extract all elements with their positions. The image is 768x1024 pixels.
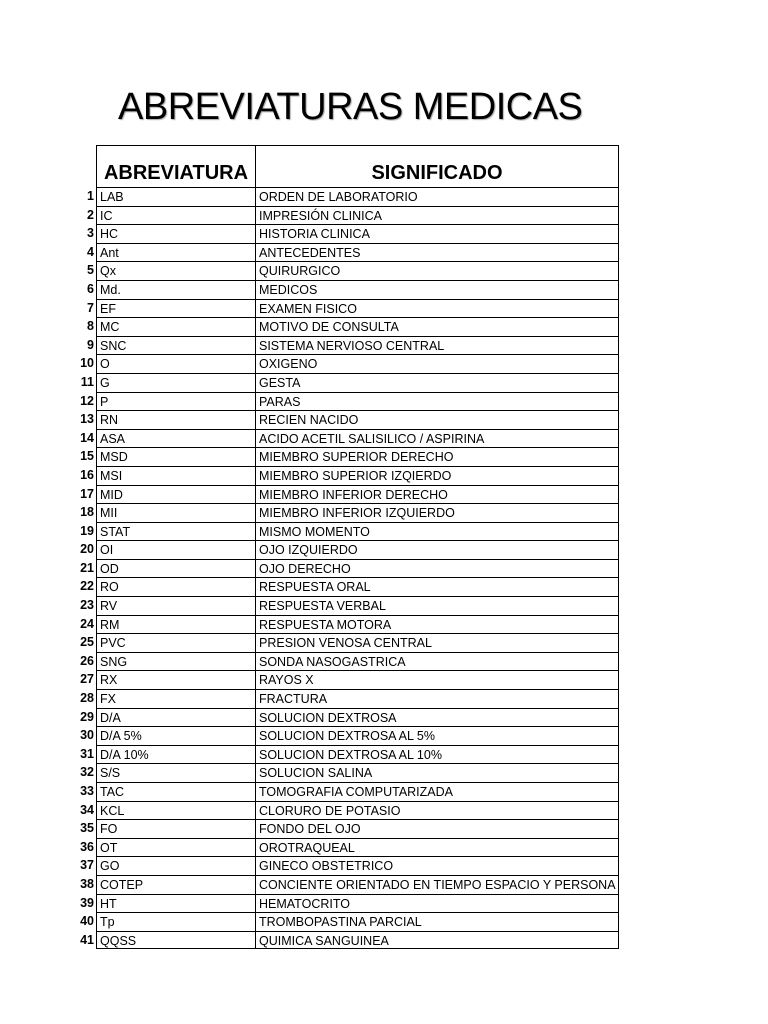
abbreviation-cell: RV (96, 596, 255, 615)
table-row (63, 354, 619, 373)
abbreviation-cell: Md. (96, 280, 255, 299)
table-row (63, 317, 619, 336)
row-number: 3 (87, 226, 94, 241)
table-row (63, 485, 619, 504)
table-row (63, 299, 619, 318)
abbreviation-cell: EF (96, 299, 255, 318)
abbreviation-cell: D/A 10% (96, 745, 255, 764)
meaning-cell: ORDEN DE LABORATORIO (255, 187, 619, 206)
meaning-cell: PARAS (255, 392, 619, 411)
abbreviation-cell: KCL (96, 801, 255, 820)
table-row (63, 336, 619, 355)
row-number: 10 (80, 356, 94, 371)
abbreviation-cell: TAC (96, 782, 255, 801)
abbreviation-cell: OT (96, 838, 255, 857)
abbreviation-cell: HT (96, 894, 255, 913)
row-number: 36 (80, 839, 94, 854)
table-row (63, 261, 619, 280)
table-row (63, 224, 619, 243)
meaning-cell: SOLUCION DEXTROSA (255, 708, 619, 727)
meaning-cell: RESPUESTA ORAL (255, 577, 619, 596)
meaning-cell: RAYOS X (255, 670, 619, 689)
row-number: 16 (80, 467, 94, 482)
abbreviation-cell: OI (96, 540, 255, 559)
abbreviation-cell: MSI (96, 466, 255, 485)
meaning-cell: CONCIENTE ORIENTADO EN TIEMPO ESPACIO Y PERSONA (255, 875, 619, 894)
table-row (63, 392, 619, 411)
meaning-cell: RECIEN NACIDO (255, 410, 619, 429)
header-meaning: SIGNIFICADO (371, 162, 503, 184)
meaning-cell: SISTEMA NERVIOSO CENTRAL (255, 336, 619, 355)
row-number: 17 (80, 486, 94, 501)
table-row (63, 373, 619, 392)
abbreviation-cell: ASA (96, 429, 255, 448)
row-number: 24 (80, 616, 94, 631)
table-row (63, 447, 619, 466)
row-number: 15 (80, 449, 94, 464)
meaning-cell: PRESION VENOSA CENTRAL (255, 633, 619, 652)
abbreviation-cell: MII (96, 503, 255, 522)
table-row (63, 503, 619, 522)
meaning-cell: OJO IZQUIERDO (255, 540, 619, 559)
table-row (63, 763, 619, 782)
row-number: 5 (87, 263, 94, 278)
abbreviation-cell: RM (96, 615, 255, 634)
abbreviation-cell: G (96, 373, 255, 392)
row-number: 9 (87, 337, 94, 352)
meaning-cell: RESPUESTA VERBAL (255, 596, 619, 615)
abbreviation-cell: RN (96, 410, 255, 429)
meaning-cell: RESPUESTA MOTORA (255, 615, 619, 634)
meaning-cell: QUIRURGICO (255, 261, 619, 280)
row-number: 12 (80, 393, 94, 408)
abbreviations-table (63, 187, 619, 949)
abbreviation-cell: FO (96, 819, 255, 838)
meaning-cell: MIEMBRO INFERIOR IZQUIERDO (255, 503, 619, 522)
row-number: 41 (80, 932, 94, 947)
row-number: 38 (80, 876, 94, 891)
meaning-cell: MIEMBRO SUPERIOR IZQIERDO (255, 466, 619, 485)
table-row (63, 708, 619, 727)
abbreviation-cell: Qx (96, 261, 255, 280)
table-row (63, 559, 619, 578)
meaning-cell: ANTECEDENTES (255, 243, 619, 262)
meaning-cell: IMPRESIÓN CLINICA (255, 206, 619, 225)
row-number: 18 (80, 505, 94, 520)
meaning-cell: FRACTURA (255, 689, 619, 708)
row-number: 7 (87, 300, 94, 315)
row-number: 33 (80, 784, 94, 798)
meaning-cell: HEMATOCRITO (255, 894, 619, 913)
table-row (63, 856, 619, 875)
abbreviation-cell: MID (96, 485, 255, 504)
table-row (63, 410, 619, 429)
table-row (63, 615, 619, 634)
table-row (63, 819, 619, 838)
table-row (63, 243, 619, 262)
row-number: 11 (80, 374, 94, 389)
meaning-cell: CLORURO DE POTASIO (255, 801, 619, 820)
meaning-cell: GINECO OBSTETRICO (255, 856, 619, 875)
meaning-cell: MIEMBRO INFERIOR DERECHO (255, 485, 619, 504)
meaning-cell: OROTRAQUEAL (255, 838, 619, 857)
row-number: 34 (80, 802, 94, 817)
meaning-cell: QUIMICA SANGUINEA (255, 931, 619, 950)
meaning-cell: TOMOGRAFIA COMPUTARIZADA (255, 782, 619, 801)
meaning-cell: MEDICOS (255, 280, 619, 299)
abbreviation-cell: Tp (96, 912, 255, 931)
row-number: 23 (80, 598, 94, 613)
meaning-cell: EXAMEN FISICO (255, 299, 619, 318)
table-row (63, 652, 619, 671)
row-number: 20 (80, 542, 94, 557)
meaning-cell: OXIGENO (255, 354, 619, 373)
table-row (63, 782, 619, 801)
table-row (63, 726, 619, 745)
table-row (63, 875, 619, 894)
row-number: 32 (80, 765, 94, 780)
abbreviation-cell: OD (96, 559, 255, 578)
row-number: 39 (80, 895, 94, 910)
meaning-cell: SOLUCION DEXTROSA AL 10% (255, 745, 619, 764)
abbreviation-cell: MC (96, 317, 255, 336)
row-number: 21 (80, 560, 94, 575)
table-row (63, 689, 619, 708)
abbreviation-cell: O (96, 354, 255, 373)
meaning-cell: MISMO MOMENTO (255, 522, 619, 541)
row-number: 2 (87, 207, 94, 222)
meaning-cell: ACIDO ACETIL SALISILICO / ASPIRINA (255, 429, 619, 448)
abbreviation-cell: PVC (96, 633, 255, 652)
meaning-cell: HISTORIA CLINICA (255, 224, 619, 243)
header-abbreviation: ABREVIATURA (97, 146, 256, 188)
row-number: 4 (87, 244, 94, 259)
meaning-cell: TROMBOPASTINA PARCIAL (255, 912, 619, 931)
abbreviation-cell: IC (96, 206, 255, 225)
row-number: 27 (80, 672, 94, 687)
row-number: 29 (80, 709, 94, 724)
table-row (63, 206, 619, 225)
row-number: 35 (80, 821, 94, 836)
meaning-cell: FONDO DEL OJO (255, 819, 619, 838)
abbreviation-cell: D/A 5% (96, 726, 255, 745)
abbreviation-cell: RX (96, 670, 255, 689)
abbreviation-cell: HC (96, 224, 255, 243)
table-row (63, 912, 619, 931)
table-row (63, 280, 619, 299)
table-row (63, 894, 619, 913)
abbreviation-cell: SNG (96, 652, 255, 671)
abbreviation-cell: FX (96, 689, 255, 708)
row-number: 37 (80, 858, 94, 873)
meaning-cell: SOLUCION SALINA (255, 763, 619, 782)
row-number: 19 (80, 523, 94, 538)
row-number: 25 (80, 635, 94, 650)
row-number: 14 (80, 430, 94, 445)
table-header (96, 145, 619, 188)
table-row (63, 187, 619, 206)
abbreviation-cell: COTEP (96, 875, 255, 894)
table-row (63, 540, 619, 559)
table-row (63, 596, 619, 615)
row-number: 40 (80, 914, 94, 929)
table-row (63, 522, 619, 541)
meaning-cell: SONDA NASOGASTRICA (255, 652, 619, 671)
row-number: 13 (80, 412, 94, 427)
abbreviation-cell: QQSS (96, 931, 255, 950)
meaning-cell: SOLUCION DEXTROSA AL 5% (255, 726, 619, 745)
meaning-cell: MOTIVO DE CONSULTA (255, 317, 619, 336)
row-number: 28 (80, 691, 94, 706)
abbreviation-cell: SNC (96, 336, 255, 355)
row-number: 30 (80, 728, 94, 743)
abbreviation-cell: RO (96, 577, 255, 596)
table-row (63, 931, 619, 950)
abbreviation-cell: MSD (96, 447, 255, 466)
table-row (63, 633, 619, 652)
abbreviation-cell: STAT (96, 522, 255, 541)
table-row (63, 745, 619, 764)
abbreviation-cell: D/A (96, 708, 255, 727)
table-row (63, 429, 619, 448)
row-number: 31 (80, 746, 94, 761)
meaning-cell: OJO DERECHO (255, 559, 619, 578)
row-number: 22 (80, 579, 94, 594)
table-row (63, 577, 619, 596)
abbreviation-cell: GO (96, 856, 255, 875)
abbreviation-cell: Ant (96, 243, 255, 262)
abbreviation-cell: P (96, 392, 255, 411)
table-row (63, 838, 619, 857)
table-row (63, 670, 619, 689)
table-row (63, 801, 619, 820)
row-number: 6 (87, 281, 94, 296)
row-number: 8 (87, 319, 94, 334)
page-title: ABREVIATURAS MEDICAS (118, 86, 583, 128)
row-number: 26 (80, 653, 94, 668)
meaning-cell: GESTA (255, 373, 619, 392)
row-number: 1 (87, 189, 94, 203)
abbreviation-cell: LAB (96, 187, 255, 206)
meaning-cell: MIEMBRO SUPERIOR DERECHO (255, 447, 619, 466)
table-row (63, 466, 619, 485)
abbreviation-cell: S/S (96, 763, 255, 782)
